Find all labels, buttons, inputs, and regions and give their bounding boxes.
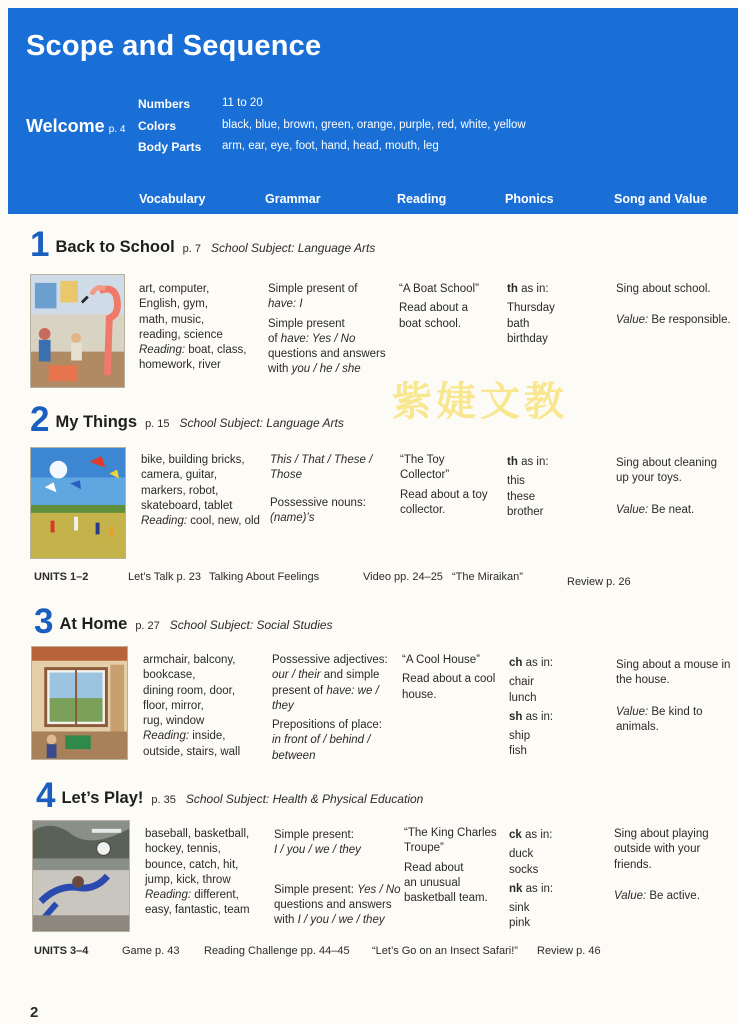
- song-line: friends.: [614, 858, 652, 871]
- unit-2-vocabulary: [141, 453, 260, 529]
- unit-4-photo: [32, 820, 130, 932]
- reading-vocab-line: outside, stairs, wall: [143, 745, 241, 758]
- phonics-word: Thursday: [507, 302, 555, 315]
- vocab-line: bookcase,: [143, 669, 196, 682]
- grammar-line: Possessive nouns:: [270, 496, 366, 509]
- grammar-line: with: [274, 914, 295, 927]
- grammar-line: Those: [270, 469, 302, 482]
- phonics-word: birthday: [507, 332, 548, 345]
- grammar-line: questions and answers: [268, 348, 386, 361]
- unit-1-phonics: [507, 282, 555, 347]
- unit-1-reading: [399, 282, 479, 332]
- unit-subject: School Subject: Language Arts: [211, 241, 376, 255]
- reading-desc: basketball team.: [404, 892, 488, 905]
- welcome-value: arm, ear, eye, foot, hand, head, mouth, leg: [222, 140, 439, 152]
- unit-4-vocabulary: [145, 827, 250, 919]
- reading-title: Troupe”: [404, 842, 444, 855]
- unit-number: 1: [30, 225, 50, 264]
- vocab-line: camera, guitar,: [141, 469, 218, 482]
- grammar-italic: I / you / we / they: [297, 914, 385, 927]
- phonics-word: this: [507, 475, 525, 488]
- grammar-italic: have: Yes / No: [280, 332, 356, 345]
- value-text: Be active.: [649, 889, 700, 902]
- value-text: animals.: [616, 720, 659, 733]
- grammar-italic: have: we /: [326, 684, 379, 697]
- phonics-sound: ch: [509, 657, 523, 669]
- phonics-as: as in:: [521, 456, 549, 468]
- song-line: Sing about school.: [616, 283, 711, 295]
- page-title: Scope and Sequence: [26, 30, 322, 62]
- value-label: Value:: [616, 705, 649, 718]
- unit-4-song-value: [614, 827, 709, 904]
- vocab-line: reading, science: [139, 328, 223, 341]
- vocab-line: markers, robot,: [141, 484, 219, 497]
- reading-desc: Read about a cool: [402, 673, 496, 686]
- unit-2-song-value: [616, 456, 717, 518]
- song-line: Sing about cleaning: [616, 457, 718, 469]
- header-banner: [8, 8, 738, 214]
- grammar-line: questions and answers: [274, 898, 392, 911]
- basketball-dunk-image: [33, 821, 129, 931]
- welcome-label: [26, 116, 125, 137]
- value-label: Value:: [614, 889, 647, 902]
- welcome-value: 11 to 20: [222, 97, 263, 109]
- unit-3-photo: [31, 646, 128, 760]
- strip-item: Video pp. 24–25: [363, 571, 443, 583]
- grammar-italic: I / you / we / they: [274, 844, 361, 857]
- reading-desc: boat school.: [399, 317, 462, 330]
- vocab-line: jump, kick, throw: [145, 873, 231, 886]
- phonics-word: chair: [509, 676, 534, 689]
- value-text: Be kind to: [651, 705, 703, 718]
- song-line: up your toys.: [616, 472, 682, 485]
- unit-title: Let’s Play!: [61, 789, 144, 807]
- grammar-line: Simple present:: [274, 829, 354, 841]
- phonics-word: pink: [509, 917, 531, 930]
- phonics-word: sink: [509, 902, 530, 915]
- unit-number: 4: [36, 776, 56, 815]
- reading-vocab-line: homework, river: [139, 359, 221, 372]
- unit-2-photo: [30, 447, 126, 559]
- vocab-line: baseball, basketball,: [145, 828, 250, 840]
- reading-title: “A Cool House”: [402, 654, 480, 666]
- vocab-line: math, music,: [139, 313, 205, 326]
- unit-1-song-value: [616, 282, 731, 329]
- unit-page: p. 27: [135, 620, 160, 632]
- reading-vocab-line: cool, new, old: [190, 515, 260, 528]
- song-line: Sing about playing: [614, 828, 709, 840]
- unit-4-grammar: [274, 828, 401, 928]
- vocab-line: armchair, balcony,: [143, 654, 236, 666]
- grammar-italic: Yes / No: [357, 883, 401, 896]
- grammar-italic: between: [272, 749, 316, 762]
- song-line: outside with your: [614, 843, 701, 856]
- phonics-as: as in:: [521, 283, 549, 295]
- watermark-logo: 紫婕文教: [392, 379, 568, 425]
- vocab-line: bike, building bricks,: [141, 454, 245, 466]
- kites-field-image: [31, 448, 125, 558]
- strip-item: Review p. 26: [567, 576, 631, 588]
- unit-3-phonics: [509, 656, 553, 760]
- value-text: Be responsible.: [651, 314, 731, 327]
- value-label: Value:: [616, 503, 649, 516]
- grammar-line: have: I: [268, 298, 303, 311]
- reading-vocab-line: boat, class,: [188, 344, 247, 357]
- phonics-word: ship: [509, 730, 531, 743]
- value-text: Be neat.: [651, 503, 695, 516]
- unit-title: At Home: [59, 615, 128, 633]
- grammar-italic: they: [272, 699, 294, 712]
- column-header-song-and-value: Song and Value: [614, 192, 708, 206]
- phonics-word: duck: [509, 848, 534, 861]
- unit-2-heading: [30, 400, 344, 440]
- phonics-word: socks: [509, 863, 539, 876]
- phonics-as: as in:: [525, 710, 554, 723]
- reading-title: “The Toy: [400, 454, 445, 466]
- unit-4-heading: [36, 776, 423, 816]
- reading-desc: house.: [402, 688, 437, 701]
- grammar-italic: you / he / she: [291, 363, 361, 376]
- phonics-sound: th: [507, 456, 518, 468]
- unit-1-vocabulary: [139, 282, 246, 374]
- unit-3-vocabulary: [143, 653, 240, 760]
- grammar-italic: in front of / behind /: [272, 734, 371, 747]
- strip-label: UNITS 1–2: [34, 571, 89, 583]
- unit-number: 3: [34, 602, 54, 641]
- unit-page: p. 35: [151, 794, 176, 806]
- grammar-line: Simple present of: [268, 283, 358, 295]
- unit-1-heading: [30, 225, 375, 265]
- unit-4-reading: [404, 826, 497, 906]
- unit-title: Back to School: [55, 238, 175, 256]
- strip-label: UNITS 3–4: [34, 945, 89, 957]
- welcome-key: Numbers: [138, 97, 191, 111]
- vocab-line: rug, window: [143, 715, 205, 728]
- reading-vocab-label: Reading:: [145, 889, 192, 902]
- grammar-line: Possessive adjectives:: [272, 654, 388, 666]
- strip-item: “The Miraikan”: [452, 571, 523, 583]
- phonics-sound: th: [507, 283, 518, 295]
- value-label: Value:: [616, 314, 649, 327]
- reading-desc: Read about a toy: [400, 488, 488, 501]
- grammar-line: Prepositions of place:: [272, 719, 382, 732]
- phonics-word: bath: [507, 317, 530, 330]
- phonics-word: fish: [509, 745, 527, 758]
- reading-vocab-label: Reading:: [143, 730, 190, 743]
- unit-1-photo: [30, 274, 125, 388]
- reading-title: “A Boat School”: [399, 283, 479, 295]
- grammar-line: This / That / These /: [270, 454, 373, 466]
- unit-page: p. 15: [145, 418, 170, 430]
- welcome-value: black, blue, brown, green, orange, purple, red, white, yellow: [222, 119, 526, 131]
- column-header-phonics: Phonics: [505, 192, 554, 206]
- unit-subject: School Subject: Language Arts: [179, 416, 344, 430]
- unit-2-phonics: [507, 455, 549, 520]
- welcome-title: Welcome: [26, 116, 105, 136]
- strip-item: Reading Challenge pp. 44–45: [204, 945, 350, 957]
- unit-3-song-value: [616, 658, 730, 735]
- reading-title: Collector”: [400, 469, 450, 482]
- house-window-image: [32, 647, 127, 759]
- column-header-vocabulary: Vocabulary: [139, 192, 206, 206]
- vocab-line: hockey, tennis,: [145, 843, 221, 856]
- song-line: Sing about a mouse in: [616, 659, 731, 671]
- reading-desc: collector.: [400, 503, 446, 516]
- vocab-line: English, gym,: [139, 298, 209, 311]
- unit-title: My Things: [55, 413, 138, 431]
- vocab-line: dining room, door,: [143, 684, 236, 697]
- grammar-line: Simple present: [268, 317, 345, 330]
- reading-title: “The King Charles: [404, 827, 497, 839]
- phonics-word: lunch: [509, 691, 537, 704]
- phonics-sound: nk: [509, 882, 523, 895]
- phonics-word: these: [507, 490, 536, 503]
- vocab-line: bounce, catch, hit,: [145, 858, 239, 871]
- phonics-as: as in:: [525, 882, 554, 895]
- welcome-key: Body Parts: [138, 140, 202, 154]
- reading-desc: Read about: [404, 861, 464, 874]
- column-header-grammar: Grammar: [265, 192, 321, 206]
- column-header-reading: Reading: [397, 192, 447, 206]
- unit-page: p. 7: [182, 243, 202, 255]
- unit-3-reading: [402, 653, 495, 703]
- welcome-page: p. 4: [108, 124, 126, 135]
- units-3-4-review-strip: [24, 938, 730, 964]
- unit-number: 2: [30, 400, 50, 439]
- reading-desc: Read about a: [399, 302, 469, 315]
- unit-3-heading: [34, 602, 333, 642]
- unit-4-phonics: [509, 828, 553, 932]
- phonics-as: as in:: [525, 829, 553, 841]
- classroom-flamingo-image: [31, 275, 124, 387]
- grammar-line: with: [268, 363, 289, 376]
- grammar-italic: (name)’s: [270, 511, 315, 524]
- unit-subject: School Subject: Social Studies: [169, 618, 333, 632]
- unit-2-reading: [400, 453, 488, 518]
- reading-vocab-line: inside,: [192, 730, 226, 743]
- grammar-line: and simple: [323, 669, 380, 682]
- unit-2-grammar: [270, 453, 372, 526]
- grammar-line: Simple present:: [274, 883, 354, 896]
- strip-item: Review p. 46: [537, 945, 601, 957]
- grammar-line: present of: [272, 684, 324, 697]
- reading-vocab-label: Reading:: [141, 515, 188, 528]
- phonics-as: as in:: [525, 657, 554, 669]
- page-number: 2: [30, 1004, 39, 1021]
- vocab-line: art, computer,: [139, 283, 210, 295]
- phonics-sound: ck: [509, 829, 522, 841]
- grammar-line: of: [268, 332, 278, 345]
- unit-1-grammar: [268, 282, 386, 378]
- reading-vocab-line: easy, fantastic, team: [145, 904, 250, 917]
- reading-vocab-line: different,: [194, 889, 239, 902]
- grammar-italic: our / their: [272, 669, 321, 682]
- welcome-key: Colors: [138, 119, 177, 133]
- phonics-word: brother: [507, 505, 544, 518]
- strip-item: Let’s Talk p. 23: [128, 571, 201, 583]
- unit-subject: School Subject: Health & Physical Education: [185, 792, 424, 806]
- strip-item: “Let’s Go on an Insect Safari!”: [372, 945, 518, 957]
- song-line: the house.: [616, 674, 670, 687]
- units-1-2-review-strip: [24, 564, 730, 590]
- strip-item: Game p. 43: [122, 945, 180, 957]
- reading-desc: an unusual: [404, 876, 461, 889]
- reading-vocab-label: Reading:: [139, 344, 186, 357]
- unit-3-grammar: [272, 653, 388, 764]
- phonics-sound: sh: [509, 710, 523, 723]
- strip-item: Talking About Feelings: [209, 571, 320, 583]
- vocab-line: skateboard, tablet: [141, 499, 233, 512]
- vocab-line: floor, mirror,: [143, 699, 204, 712]
